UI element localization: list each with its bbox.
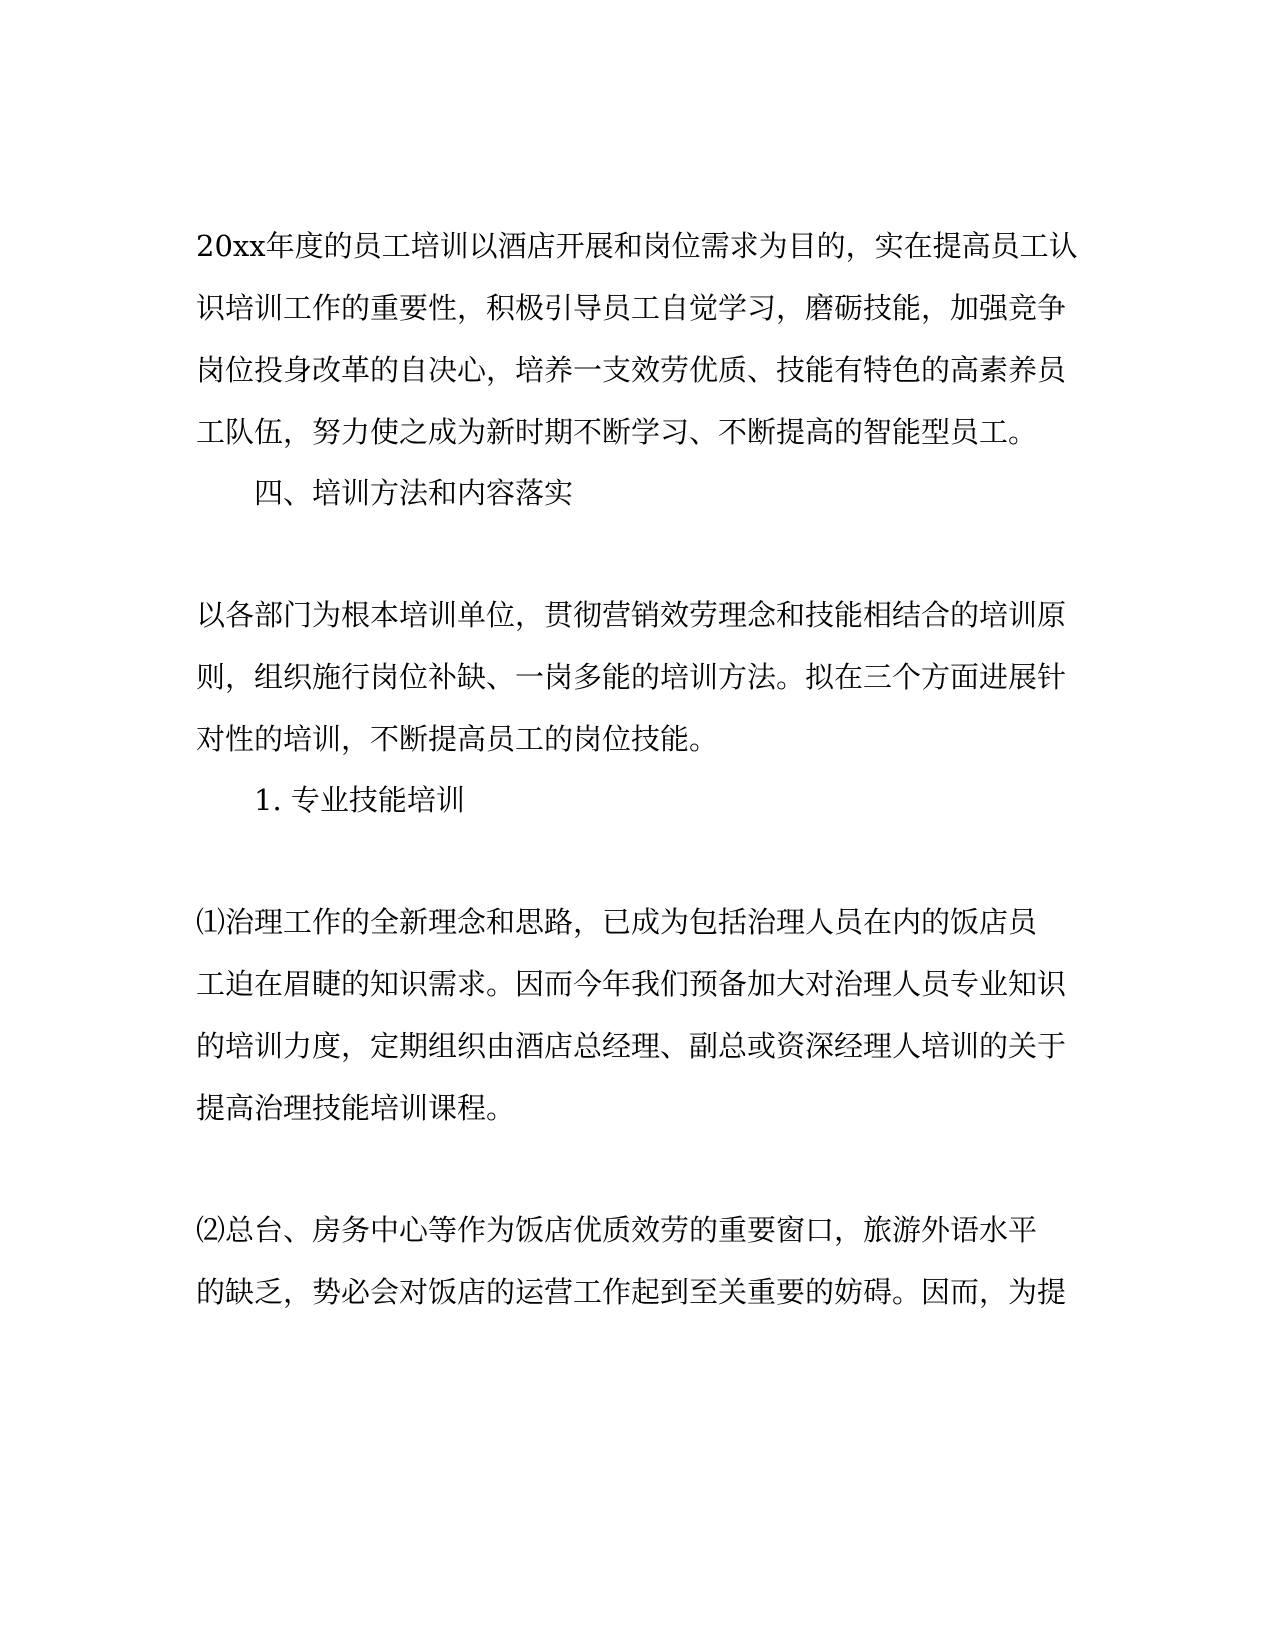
subheading-professional-skills: 1. 专业技能培训 <box>254 783 465 817</box>
paragraph-line: ⑵总台、房务中心等作为饭店优质效劳的重要窗口，旅游外语水平 <box>196 1213 1038 1247</box>
paragraph-line: 提高治理技能培训课程。 <box>196 1091 516 1125</box>
paragraph-line: 的缺乏，势必会对饭店的运营工作起到至关重要的妨碍。因而，为提 <box>196 1275 1067 1309</box>
paragraph-line: 则，组织施行岗位补缺、一岗多能的培训方法。拟在三个方面进展针 <box>196 660 1067 694</box>
section-heading-4: 四、培训方法和内容落实 <box>254 476 574 510</box>
paragraph-line: 的培训力度，定期组织由酒店总经理、副总或资深经理人培训的关于 <box>196 1029 1067 1063</box>
paragraph-line: 20xx年度的员工培训以酒店开展和岗位需求为目的，实在提高员工认 <box>196 229 1078 263</box>
paragraph-line: 对性的培训，不断提高员工的岗位技能。 <box>196 722 719 756</box>
paragraph-line: ⑴治理工作的全新理念和思路，已成为包括治理人员在内的饭店员 <box>196 905 1038 939</box>
paragraph-line: 工迫在眉睫的知识需求。因而今年我们预备加大对治理人员专业知识 <box>196 967 1067 1001</box>
paragraph-line: 岗位投身改革的自决心，培养一支效劳优质、技能有特色的高素养员 <box>196 353 1067 387</box>
paragraph-line: 识培训工作的重要性，积极引导员工自觉学习，磨砺技能，加强竞争 <box>196 291 1067 325</box>
paragraph-line: 以各部门为根本培训单位，贯彻营销效劳理念和技能相结合的培训原 <box>196 598 1067 632</box>
paragraph-line: 工队伍，努力使之成为新时期不断学习、不断提高的智能型员工。 <box>196 415 1038 449</box>
